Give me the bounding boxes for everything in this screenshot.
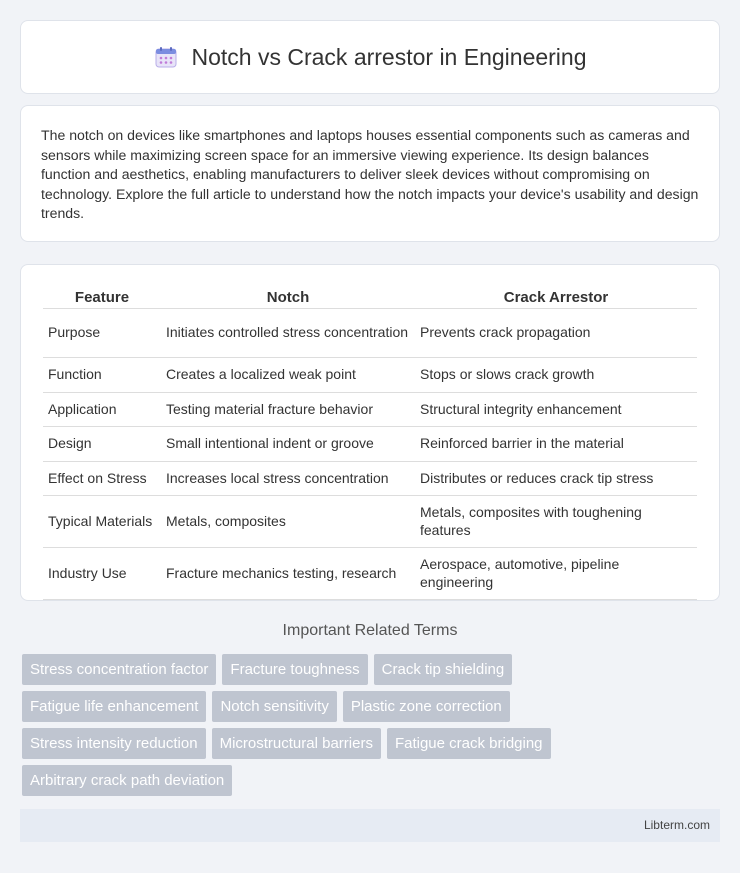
table-cell: Initiates controlled stress concentration <box>161 309 415 358</box>
table-row <box>43 309 697 358</box>
related-terms-list <box>22 654 722 802</box>
table-cell: Design <box>43 427 161 462</box>
tag-row <box>22 654 722 685</box>
table-cell: Small intentional indent or groove <box>161 427 415 462</box>
related-term-tag[interactable]: Fatigue life enhancement <box>22 691 206 722</box>
table-cell: Application <box>43 393 161 428</box>
tag-row <box>22 728 722 759</box>
footer-site-link[interactable]: Libterm.com <box>643 818 710 832</box>
table-row <box>43 393 697 428</box>
table-cell: Fracture mechanics testing, research <box>161 548 415 600</box>
comparison-table <box>43 283 697 600</box>
table-row <box>43 427 697 462</box>
table-row <box>43 548 697 600</box>
table-cell: Increases local stress concentration <box>161 462 415 497</box>
tag-row <box>22 691 722 722</box>
column-header: Feature <box>43 283 161 309</box>
related-term-tag[interactable]: Fracture toughness <box>222 654 367 685</box>
table-cell: Testing material fracture behavior <box>161 393 415 428</box>
related-term-tag[interactable]: Fatigue crack bridging <box>387 728 551 759</box>
table-cell: Distributes or reduces crack tip stress <box>415 462 697 497</box>
table-header-row <box>43 283 697 309</box>
table-cell: Metals, composites <box>161 496 415 548</box>
table-row <box>43 462 697 497</box>
table-cell: Purpose <box>43 309 161 358</box>
table-cell: Metals, composites with toughening features <box>415 496 697 548</box>
tag-row <box>22 765 722 796</box>
table-cell: Reinforced barrier in the material <box>415 427 697 462</box>
column-header: Notch <box>161 283 415 309</box>
table-cell: Creates a localized weak point <box>161 358 415 393</box>
table-cell: Structural integrity enhancement <box>415 393 697 428</box>
table-cell: Aerospace, automotive, pipeline engineering <box>415 548 697 600</box>
table-row <box>43 496 697 548</box>
related-term-tag[interactable]: Plastic zone correction <box>343 691 510 722</box>
related-terms-title: Important Related Terms <box>282 622 458 639</box>
related-term-tag[interactable]: Stress concentration factor <box>22 654 216 685</box>
table-cell: Typical Materials <box>43 496 161 548</box>
title-card <box>20 20 720 94</box>
table-cell: Effect on Stress <box>43 462 161 497</box>
intro-card <box>20 105 720 242</box>
table-cell: Function <box>43 358 161 393</box>
table-cell: Stops or slows crack growth <box>415 358 697 393</box>
calendar-icon <box>154 45 178 69</box>
related-term-tag[interactable]: Microstructural barriers <box>212 728 381 759</box>
related-term-tag[interactable]: Stress intensity reduction <box>22 728 206 759</box>
table-cell: Industry Use <box>43 548 161 600</box>
column-header: Crack Arrestor <box>415 283 697 309</box>
footer <box>20 809 720 842</box>
table-row <box>43 358 697 393</box>
comparison-table-card <box>20 264 720 601</box>
intro-text: The notch on devices like smartphones and laptops houses essential components such as cameras and sensors while maximizing screen space for an immersive viewing experience. Its design balances function and aesthetics, enabling manufacturers to deliver sleek devices without compromising on technology. Explore the full article to understand how the notch impacts your device's usability and design trends. <box>41 127 699 222</box>
table-cell: Prevents crack propagation <box>415 309 697 358</box>
page-title: Notch vs Crack arrestor in Engineering <box>191 43 587 70</box>
related-term-tag[interactable]: Notch sensitivity <box>212 691 336 722</box>
related-term-tag[interactable]: Crack tip shielding <box>374 654 513 685</box>
related-term-tag[interactable]: Arbitrary crack path deviation <box>22 765 232 796</box>
